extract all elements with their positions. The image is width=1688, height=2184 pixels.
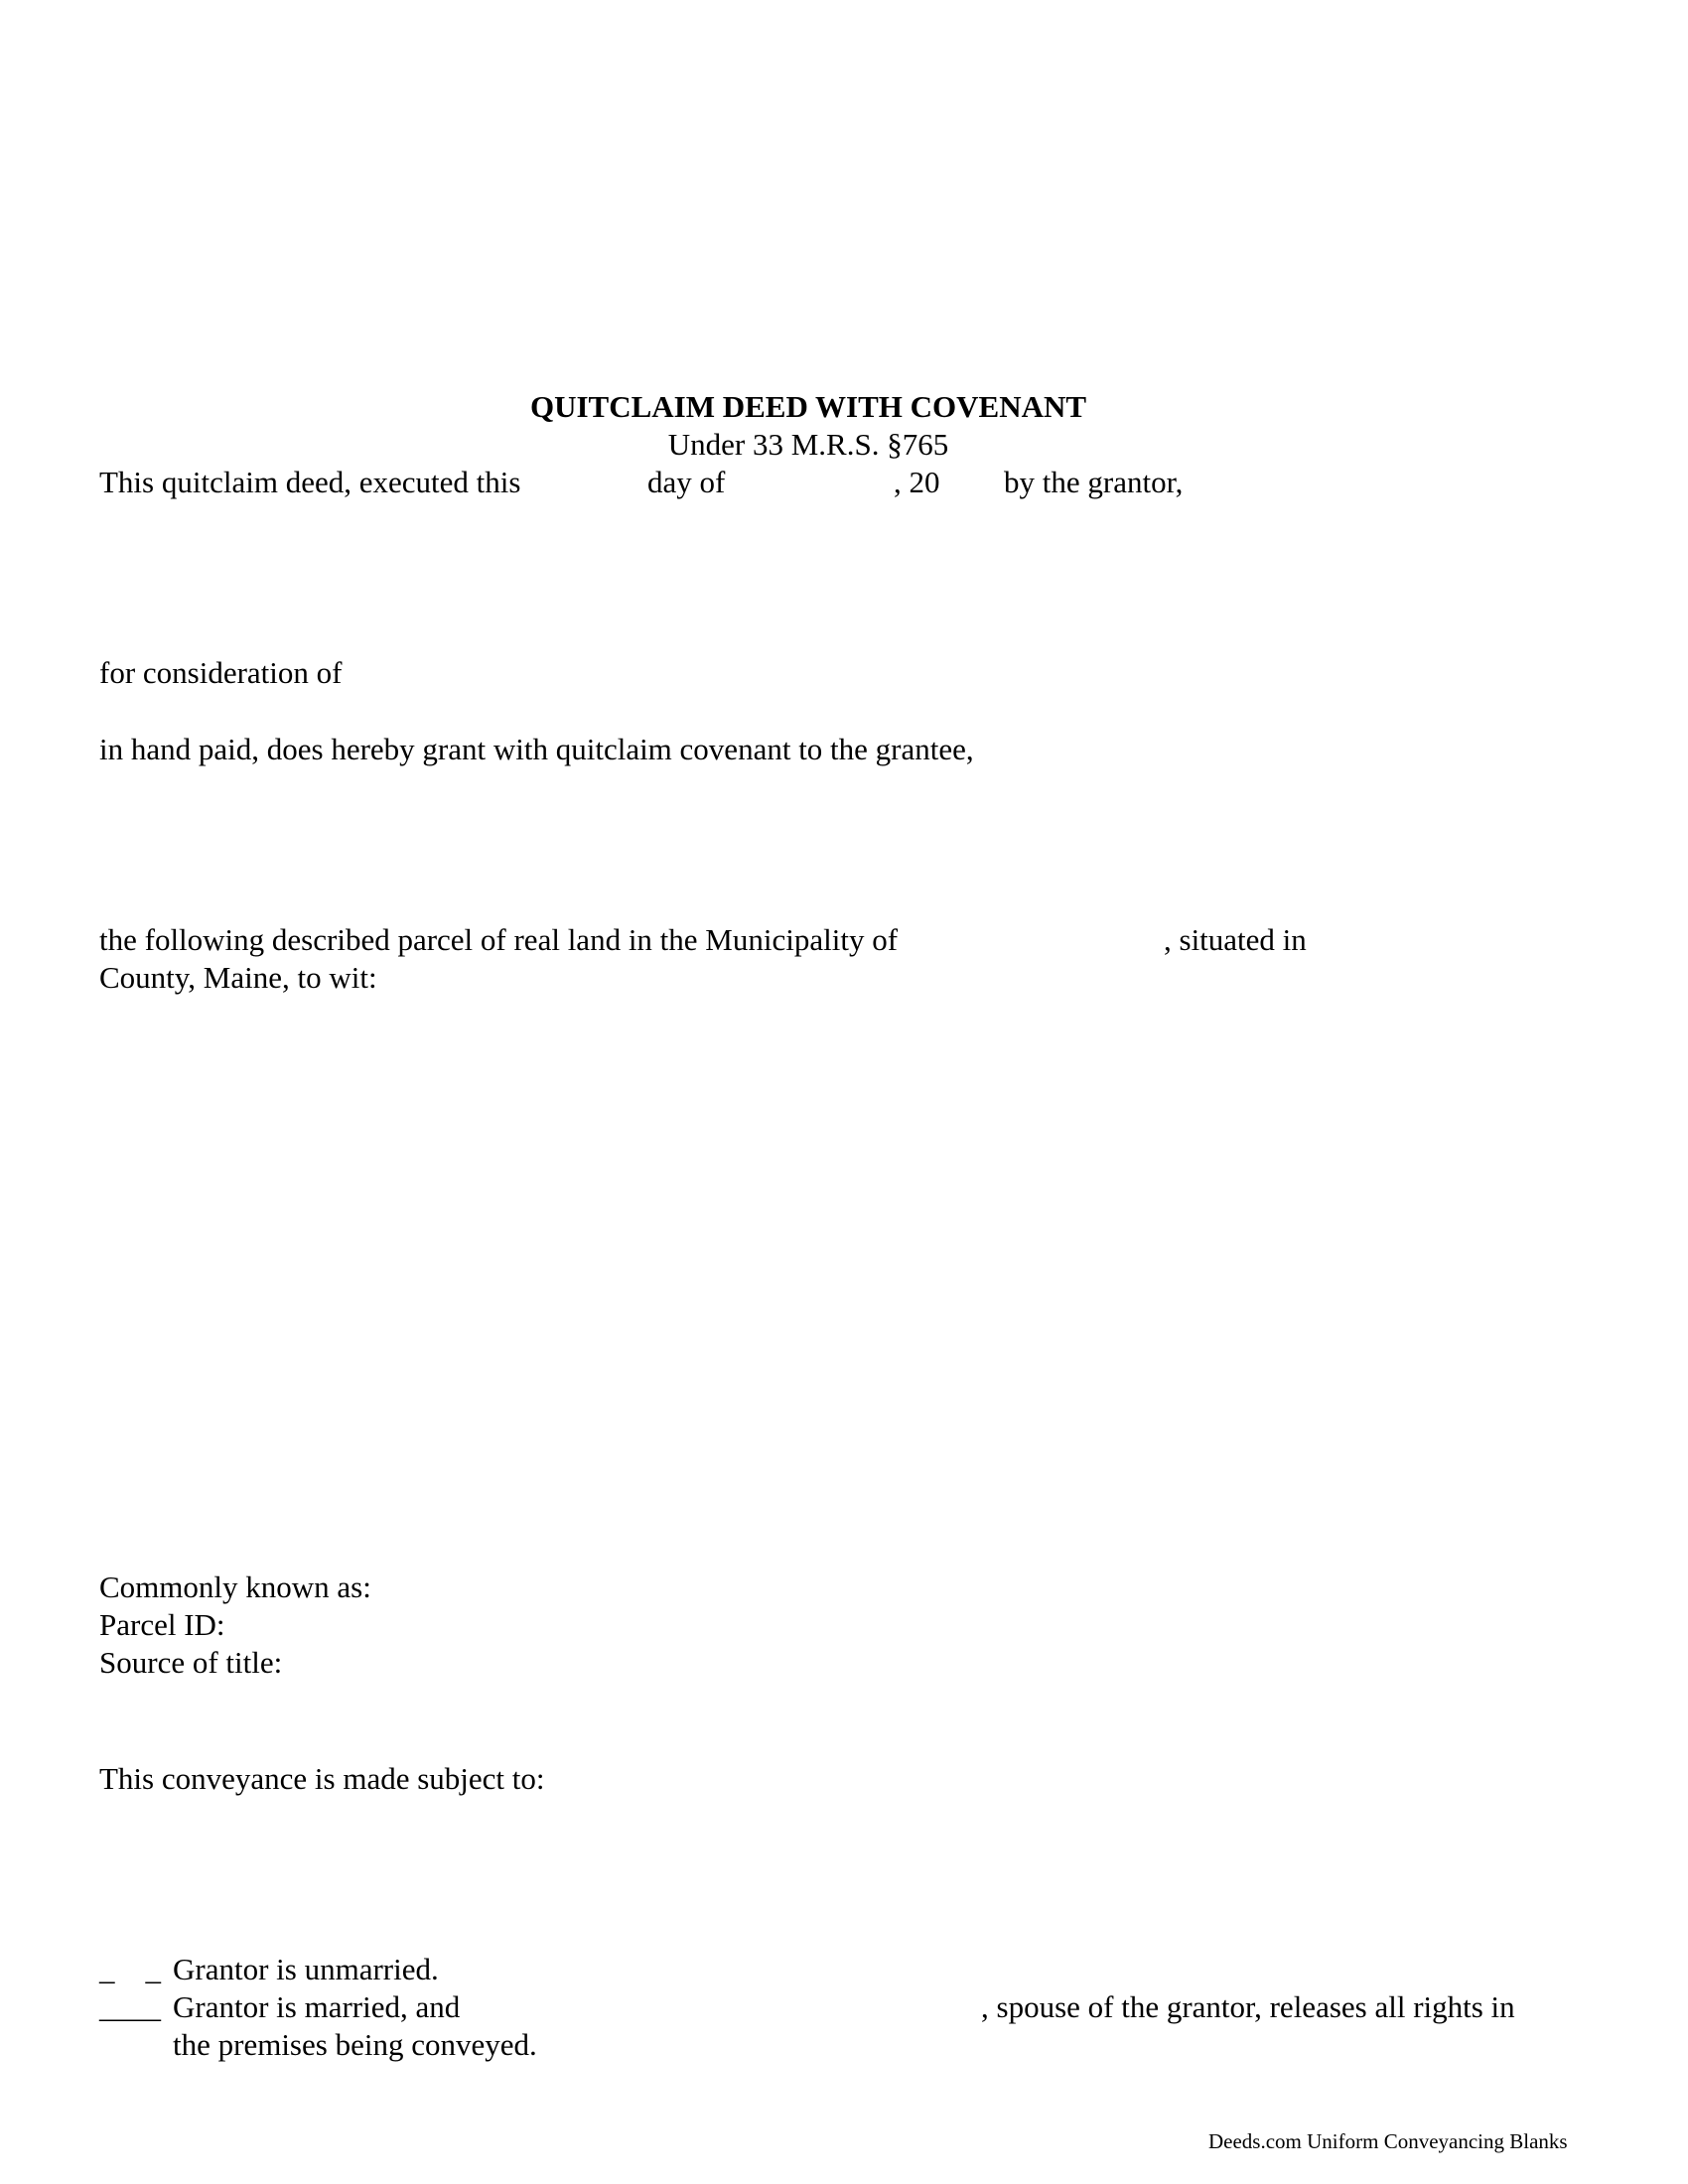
married-text: Grantor is married, and bbox=[173, 1989, 461, 2024]
consideration-text: for consideration of bbox=[99, 655, 343, 690]
subject-to-text: This conveyance is made subject to: bbox=[99, 1761, 545, 1796]
married-blank: ____ bbox=[99, 1989, 161, 2024]
married-premises-text: the premises being conveyed. bbox=[173, 2027, 537, 2062]
unmarried-text: Grantor is unmarried. bbox=[173, 1952, 439, 1986]
parcel-id-label: Parcel ID: bbox=[99, 1607, 225, 1642]
footer-credit: Deeds.com Uniform Conveyancing Blanks bbox=[1208, 2129, 1568, 2153]
unmarried-blank: _ _ bbox=[99, 1952, 161, 1986]
source-of-title-label: Source of title: bbox=[99, 1645, 283, 1680]
parcel-county: County, Maine, to wit: bbox=[99, 960, 377, 995]
intro-year: , 20 bbox=[894, 465, 940, 499]
intro-grantor: by the grantor, bbox=[1004, 465, 1184, 499]
deed-title: QUITCLAIM DEED WITH COVENANT bbox=[529, 389, 1087, 424]
intro-day-of: day of bbox=[647, 465, 726, 499]
commonly-known-label: Commonly known as: bbox=[99, 1570, 371, 1604]
intro-text: This quitclaim deed, executed this bbox=[99, 465, 521, 499]
deed-subtitle: Under 33 M.R.S. §765 bbox=[667, 427, 949, 462]
grant-text: in hand paid, does hereby grant with quitclaim covenant to the grantee, bbox=[99, 732, 974, 766]
parcel-situated: , situated in bbox=[1164, 922, 1307, 957]
married-spouse-text: , spouse of the grantor, releases all rights in bbox=[981, 1989, 1515, 2024]
parcel-text: the following described parcel of real land in the Municipality of bbox=[99, 922, 899, 957]
